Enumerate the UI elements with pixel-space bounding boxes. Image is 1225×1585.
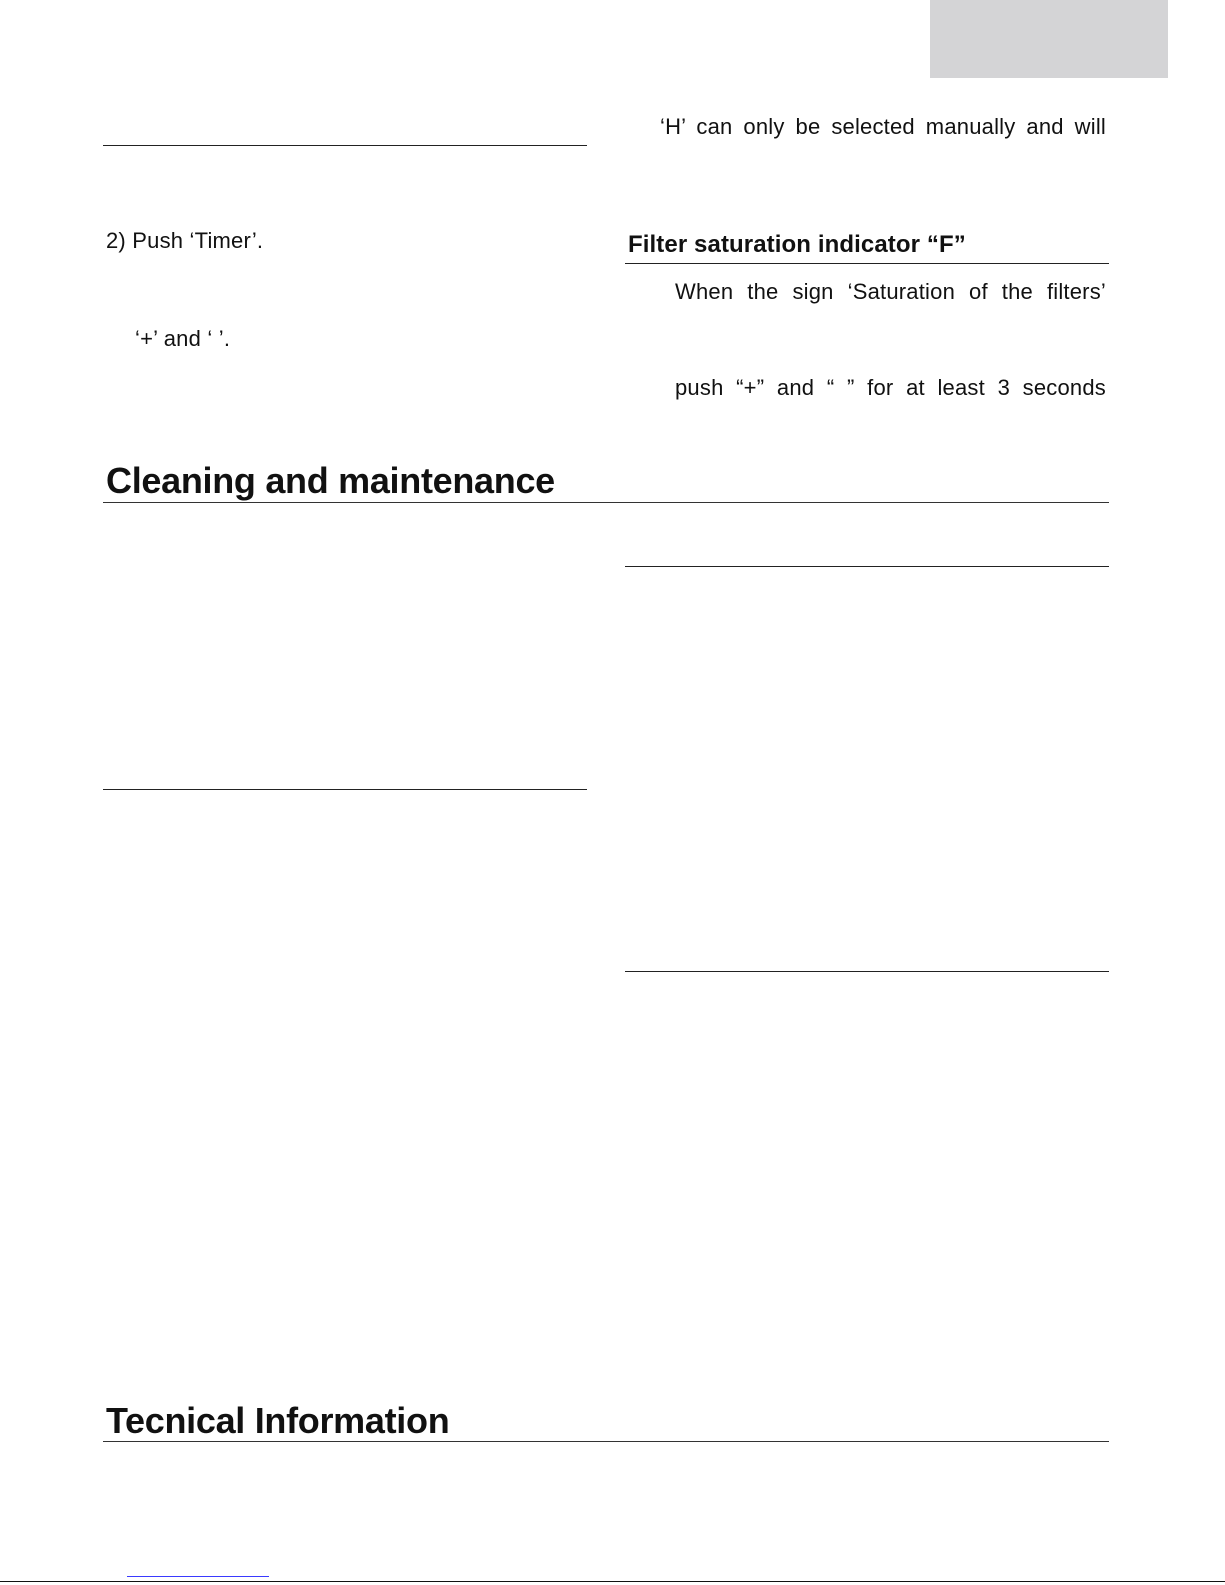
filter-heading-rule bbox=[625, 263, 1109, 264]
timer-step-text: 2) Push ‘Timer’. bbox=[106, 228, 264, 253]
filter-text-line-1: When the sign ‘Saturation of the filters’ bbox=[675, 279, 1106, 304]
right-subsection-rule-2 bbox=[625, 971, 1109, 972]
cleaning-maintenance-title: Cleaning and maintenance bbox=[106, 460, 555, 501]
cleaning-section-rule bbox=[103, 502, 1109, 503]
h-speed-text: ‘H’ can only be selected manually and will bbox=[660, 114, 1106, 139]
plus-minus-keys-text: ‘+’ and ‘ ’. bbox=[135, 326, 231, 351]
technical-section-rule bbox=[103, 1441, 1109, 1442]
filter-text-line-2: push “+” and “ ” for at least 3 seconds bbox=[675, 375, 1106, 400]
right-subsection-rule-1 bbox=[625, 566, 1109, 567]
left-subsection-rule bbox=[103, 789, 587, 790]
page-bottom-border bbox=[0, 1581, 1225, 1582]
left-top-rule bbox=[103, 145, 587, 146]
filter-saturation-heading: Filter saturation indicator “F” bbox=[628, 231, 966, 258]
footer-link-underline[interactable] bbox=[127, 1576, 269, 1577]
header-tab-box bbox=[930, 0, 1168, 78]
technical-information-title: Tecnical Information bbox=[106, 1400, 450, 1441]
